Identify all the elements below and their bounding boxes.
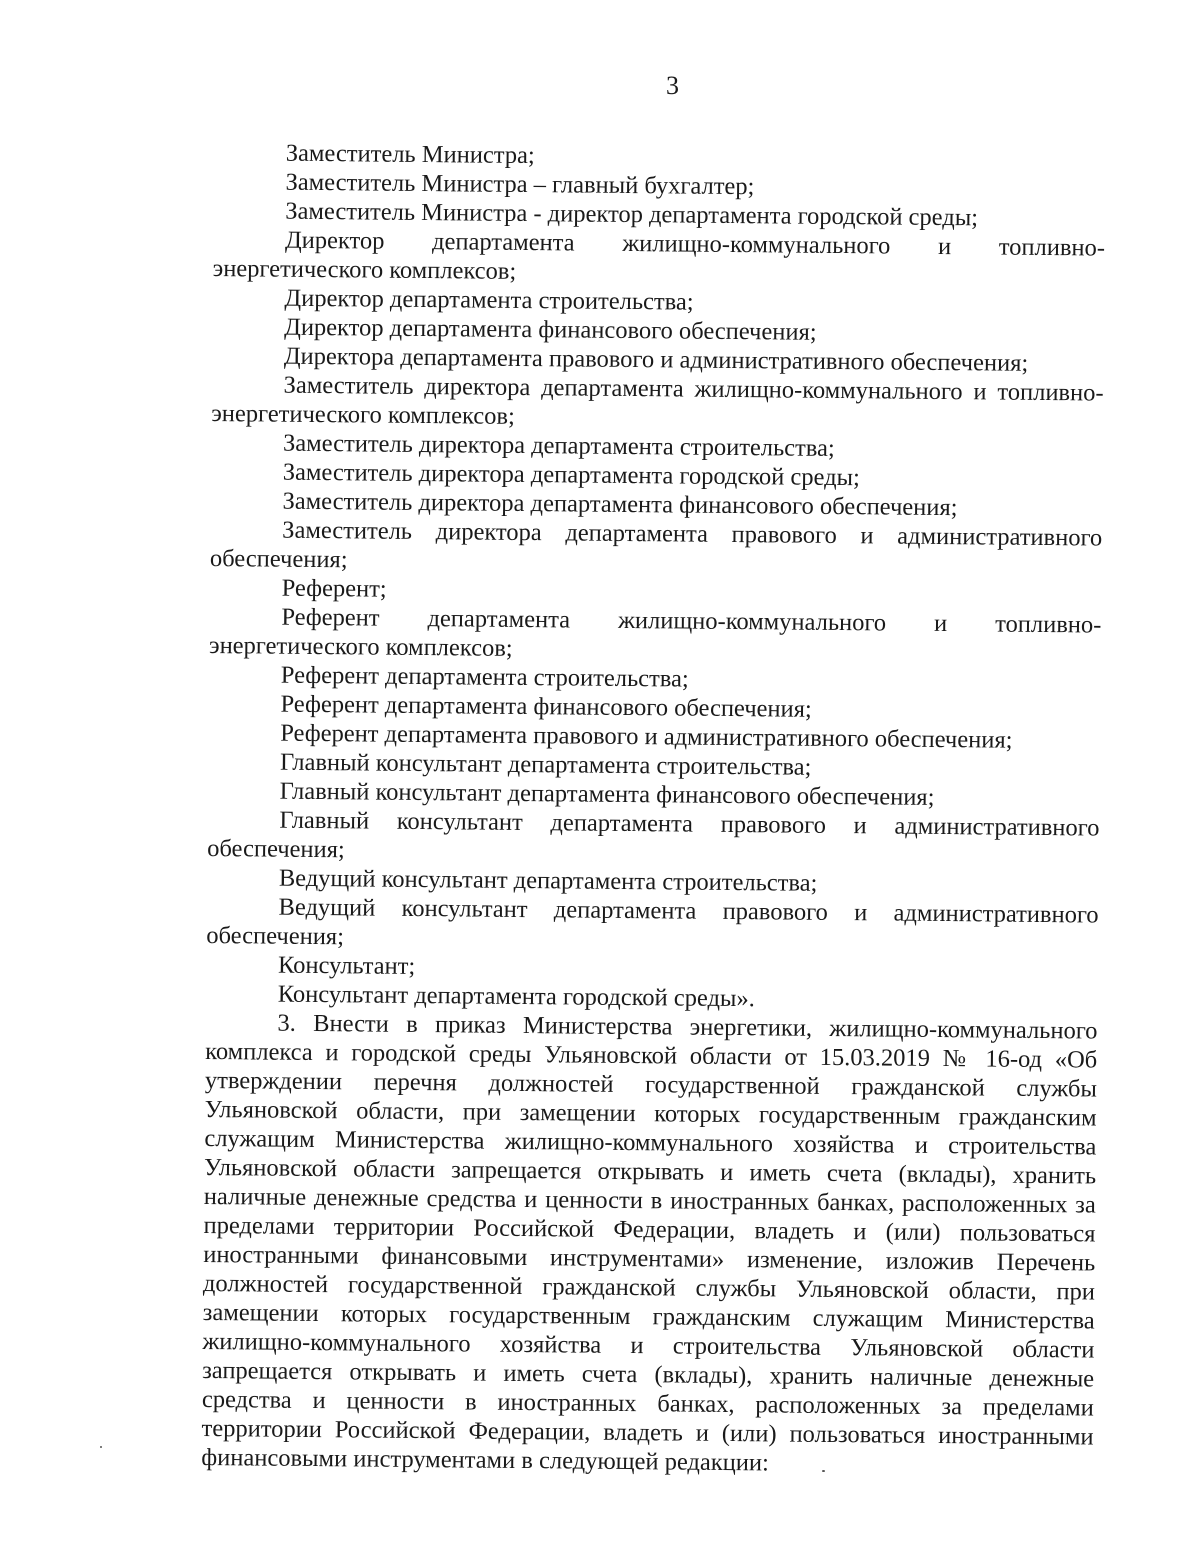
position-item: Главный консультант департамента правового и административного обеспечения; [207, 806, 1100, 864]
position-item: Директор департамента строительства; [284, 284, 694, 316]
position-item: Ведущий консультант департамента правового и административного обеспечения; [206, 893, 1099, 951]
position-item: Заместитель Министра – главный бухгалтер; [285, 168, 755, 201]
position-item: Заместитель директора департамента строительства; [282, 429, 835, 462]
position-item: Консультант; [277, 951, 416, 980]
position-item: Референт департамента финансового обеспечения; [280, 690, 812, 723]
position-item: Консультант департамента городской среды». [277, 980, 755, 1013]
position-item: Главный консультант департамента строительства; [279, 748, 812, 781]
position-item: Директора департамента правового и административного обеспечения; [283, 342, 1029, 377]
position-item: Заместитель директора департамента городской среды; [282, 458, 861, 492]
scan-speck [822, 1470, 825, 1472]
position-item: Референт департамента жилищно-коммунального и топливно-энергетического комплексов; [208, 603, 1102, 662]
scan-speck [100, 1446, 102, 1448]
position-item: Заместитель директора департамента финансового обеспечения; [282, 487, 958, 522]
page-number: 3 [666, 71, 679, 100]
position-item: Заместитель Министра; [285, 139, 535, 170]
position-item: Заместитель директора департамента жилищно-коммунального и топливно-энергетического комплексов; [211, 371, 1104, 430]
position-item: Ведущий консультант департамента строительства; [278, 864, 818, 897]
position-item: Главный консультант департамента финансового обеспечения; [279, 777, 935, 811]
document-body [201, 138, 1106, 1481]
position-item: Директор департамента жилищно-коммунального и топливно-энергетического комплексов; [212, 226, 1106, 285]
position-item: Заместитель директора департамента правового и административного обеспечения; [209, 516, 1103, 574]
position-item: Референт департамента строительства; [280, 661, 689, 693]
position-item: Директор департамента финансового обеспечения; [284, 313, 817, 346]
position-item: Референт департамента правового и административного обеспечения; [280, 719, 1013, 754]
position-item: Референт; [281, 574, 387, 603]
clause-3-paragraph: 3. Внести в приказ Министерства энергетики, жилищно-коммунального комплекса и городской среды Ульяновской области от 15.03.2019 № 16-од «Об утверждении перечня должностей государственной гражданской службы Ульяновской области, при замещении которых государственным гражданским служащим Министерства жилищно-коммунального хозяйства и строительства Ульяновской области запрещается открывать и иметь счета (вклады), хранить наличные денежные средства и ценности в иностранных банках, расположенных за пределами территории Российской Федерации, владеть и (или) пользоваться иностранными финансовыми инструментами» изменение, изложив Перечень должностей государственной гражданской службы Ульяновской области, при замещении которых государственным гражданским служащим Министерства жилищно-коммунального хозяйства и строительства Ульяновской области запрещается открывать и иметь счета (вклады), хранить наличные денежные средства и ценности в иностранных банках, расположенных за пределами территории Российской Федерации, владеть и (или) пользоваться иностранными финансовыми инструментами в следующей редакции: [201, 1009, 1098, 1477]
position-item: Заместитель Министра - директор департамента городской среды; [285, 197, 979, 232]
